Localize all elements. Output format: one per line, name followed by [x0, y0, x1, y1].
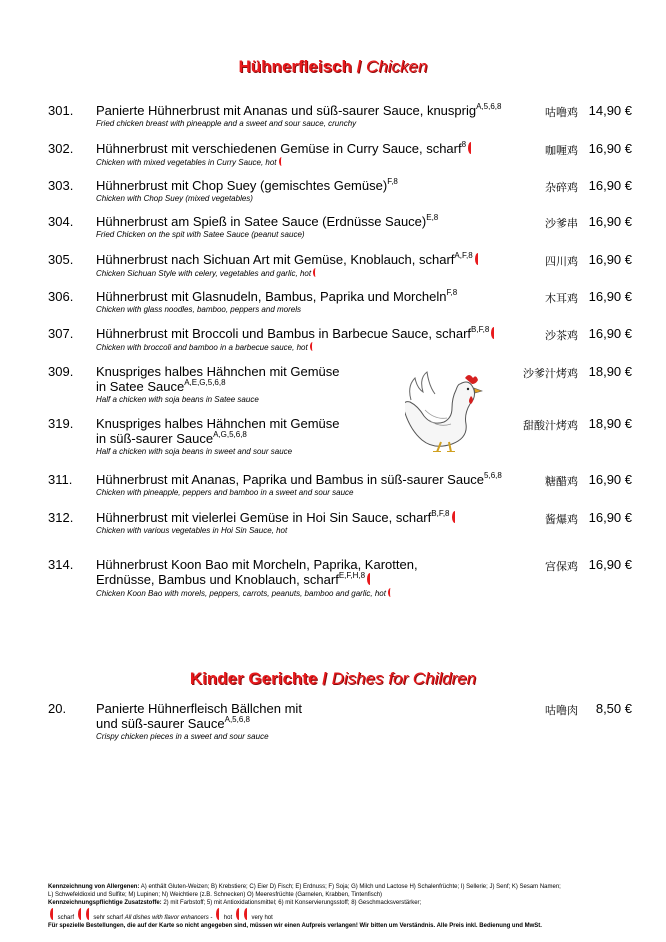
item-description: Chicken with glass noodles, bamboo, peppers and morels — [96, 305, 302, 314]
allergen-codes: A,G,5,6,8 — [213, 430, 247, 439]
item-chinese-name: 沙爹串 — [545, 217, 578, 230]
item-name: Panierte Hühnerfleisch Bällchen mit — [96, 701, 302, 716]
item-name: Knuspriges halbes Hähnchen mit Gemüse — [96, 416, 340, 431]
item-name-line2: in süß-saurer Sauce$^{A,G,5,6,8}$ — [96, 430, 247, 446]
spice-legend: scharf sehr scharf All dishes with flavor enhancers - hot very hot — [48, 908, 628, 922]
item-price: 18,90 € — [588, 364, 632, 379]
item-chinese-name: 甜酸汁烤鸡 — [523, 419, 578, 432]
rooster-illustration — [405, 370, 487, 452]
item-name: Hühnerbrust mit Ananas, Paprika und Bambus in süß-saurer Sauce$^{5,6,8}$ — [96, 471, 502, 487]
allergen-codes: 8 — [461, 140, 467, 149]
item-description: Half a chicken with soja beans in Satee sauce — [96, 395, 259, 404]
item-price: 16,90 € — [588, 252, 632, 267]
allergen-codes: F,8 — [387, 177, 398, 186]
item-number: 319. — [48, 416, 74, 431]
item-description: Crispy chicken pieces in a sweet and sour sauce — [96, 732, 269, 741]
chili-icon — [475, 253, 481, 265]
item-description: Chicken with various vegetables in Hoi Sin Sauce, hot — [96, 526, 288, 535]
chili-icon — [310, 342, 315, 351]
item-chinese-name: 咕噜鸡 — [545, 106, 578, 119]
section-title-en: Chicken — [366, 57, 428, 76]
item-name: Hühnerbrust Koon Bao mit Morcheln, Paprika, Karotten, — [96, 557, 418, 572]
item-chinese-name: 沙爹汁烤鸡 — [523, 367, 578, 380]
chili-icon — [279, 157, 284, 166]
item-name: Hühnerbrust mit Chop Suey (gemischtes Gemüse)$^{F,8}$ — [96, 177, 398, 193]
item-price: 18,90 € — [588, 416, 632, 431]
item-description: Chicken with Chop Suey (mixed vegetables) — [96, 194, 253, 203]
item-description: Chicken with pineapple, peppers and bamboo in a sweet and sour sauce — [96, 488, 354, 497]
item-price: 16,90 € — [588, 326, 632, 341]
item-price: 16,90 € — [588, 557, 632, 572]
item-number: 303. — [48, 178, 74, 193]
item-description: Fried chicken breast with pineapple and a sweet and sour sauce, crunchy — [96, 119, 357, 128]
item-chinese-name: 咖喱鸡 — [545, 144, 578, 157]
special-order-notice: Für spezielle Bestellungen, die auf der Karte so nicht angegeben sind, müssen wir einen Aufpreis verlangen! Wir bitten um Verständnis. Alle Preis inkl. Bedienung und MwSt. — [48, 922, 542, 929]
item-chinese-name: 四川鸡 — [545, 255, 578, 268]
item-number: 312. — [48, 510, 74, 525]
chili-icon — [78, 908, 84, 920]
item-number: 301. — [48, 103, 74, 118]
chili-icon — [86, 908, 92, 920]
item-description: Chicken with mixed vegetables in Curry Sauce, hot — [96, 157, 284, 167]
item-name: Hühnerbrust am Spieß in Satee Sauce (Erdnüsse Sauce)$^{E,8}$ — [96, 213, 439, 229]
item-chinese-name: 糖醋鸡 — [545, 475, 578, 488]
item-chinese-name: 宫保鸡 — [545, 560, 578, 573]
item-name: Hühnerbrust mit Broccoli und Bambus in Barbecue Sauce, scharf$^{B,F,8}$ — [96, 326, 497, 341]
item-price: 16,90 € — [588, 289, 632, 304]
section-title-de: Kinder Gerichte / — [189, 669, 332, 688]
item-number: 306. — [48, 289, 74, 304]
chili-icon — [452, 511, 458, 523]
allergen-codes: E,8 — [426, 213, 439, 222]
allergen-codes: A,5,6,8 — [476, 102, 502, 111]
allergen-legend-cont: L) Schwefeldioxid und Sulfite; M) Lupinen; N) Weichtiere (z.B. Schnecken) O) Meeresfrüchte (Garnelen, Krabben, Tintenfisch) — [48, 892, 383, 899]
item-chinese-name: 杂碎鸡 — [545, 181, 578, 194]
item-description: Chicken with broccoli and bamboo in a barbecue sauce, hot — [96, 342, 315, 352]
item-number: 302. — [48, 141, 74, 156]
chili-icon — [468, 142, 474, 154]
allergen-codes: F,8 — [446, 288, 458, 297]
footer-notes — [48, 883, 628, 930]
item-name: Hühnerbrust mit verschiedenen Gemüse in Curry Sauce, scharf$^8$ — [96, 141, 474, 156]
item-name: Panierte Hühnerbrust mit Ananas und süß-saurer Sauce, knusprig$^{A,5,6,8}$ — [96, 102, 502, 118]
item-price: 16,90 € — [588, 472, 632, 487]
section-heading-kids — [0, 669, 666, 689]
chili-icon — [236, 908, 242, 920]
item-name: Hühnerbrust mit vielerlei Gemüse in Hoi Sin Sauce, scharf$^{B,F,8}$ — [96, 510, 458, 525]
item-chinese-name: 沙茶鸡 — [545, 329, 578, 342]
item-description: Chicken Koon Bao with morels, peppers, carrots, peanuts, bamboo and garlic, hot — [96, 588, 393, 598]
chili-icon — [313, 268, 318, 277]
allergen-codes: A,5,6,8 — [224, 715, 250, 724]
allergen-codes: A,E,G,5,6,8 — [184, 378, 226, 387]
item-name-line2: und süß-saurer Sauce$^{A,5,6,8}$ — [96, 715, 250, 731]
item-description: Chicken Sichuan Style with celery, vegetables and garlic, hot — [96, 268, 318, 278]
item-name: Knuspriges halbes Hähnchen mit Gemüse — [96, 364, 340, 379]
item-chinese-name: 酱爆鸡 — [545, 513, 578, 526]
section-heading-chicken — [0, 57, 666, 77]
item-number: 309. — [48, 364, 74, 379]
item-name: Hühnerbrust mit Glasnudeln, Bambus, Paprika und Morcheln$^{F,8}$ — [96, 288, 458, 304]
item-name-line2: Erdnüsse, Bambus und Knoblauch, scharf$^{E,F,H,8}$ — [96, 572, 373, 587]
item-price: 16,90 € — [588, 178, 632, 193]
chili-icon — [50, 908, 56, 920]
chili-icon — [388, 588, 393, 597]
section-title-de: Hühnerfleisch / — [238, 57, 367, 76]
item-number: 314. — [48, 557, 74, 572]
allergen-codes: B,F,8 — [431, 509, 450, 518]
allergen-codes: 5,6,8 — [484, 471, 502, 480]
chili-icon — [367, 573, 373, 585]
chili-icon — [244, 908, 250, 920]
item-price: 16,90 € — [588, 141, 632, 156]
allergen-codes: E,F,H,8 — [338, 571, 366, 580]
allergen-codes: B,F,8 — [471, 325, 490, 334]
item-number: 311. — [48, 472, 73, 487]
item-chinese-name: 咕噜肉 — [545, 704, 578, 717]
additive-legend: Kennzeichnungspflichtige Zusatzstoffe: 2) mit Farbstoff; 5) mit Antioxidationsmittel; 6) mit Konservierungsstoff; 8) Geschmacksverstärker; — [48, 900, 422, 907]
allergen-legend: Kennzeichnung von Allergenen: A) enthält Gluten-Weizen; B) Krebstiere; C) Eier D) Fisch; E) Erdnuss; F) Soja; G) Milch und Lactose H) Schalenfrüchte; I) Sellerie; J) Senf; K) Sesam Namen; — [48, 884, 561, 890]
item-description: Fried Chicken on the spit with Satee Sauce (peanut sauce) — [96, 230, 305, 239]
item-number: 304. — [48, 214, 74, 229]
chili-icon — [216, 908, 222, 920]
item-name-line2: in Satee Sauce$^{A,E,G,5,6,8}$ — [96, 378, 226, 394]
item-price: 16,90 € — [588, 214, 632, 229]
item-name: Hühnerbrust nach Sichuan Art mit Gemüse, Knoblauch, scharf$^{A,F,8}$ — [96, 252, 481, 267]
item-number: 305. — [48, 252, 74, 267]
section-title-en: Dishes for Children — [331, 669, 477, 688]
item-price: 8,50 € — [595, 701, 632, 716]
chili-icon — [491, 327, 497, 339]
item-number: 20. — [48, 701, 67, 716]
item-number: 307. — [48, 326, 74, 341]
allergen-codes: A,F,8 — [454, 251, 473, 260]
item-chinese-name: 木耳鸡 — [545, 292, 578, 305]
item-price: 16,90 € — [588, 510, 632, 525]
item-price: 14,90 € — [588, 103, 632, 118]
item-description: Half a chicken with soja beans in sweet and sour sauce — [96, 447, 293, 456]
